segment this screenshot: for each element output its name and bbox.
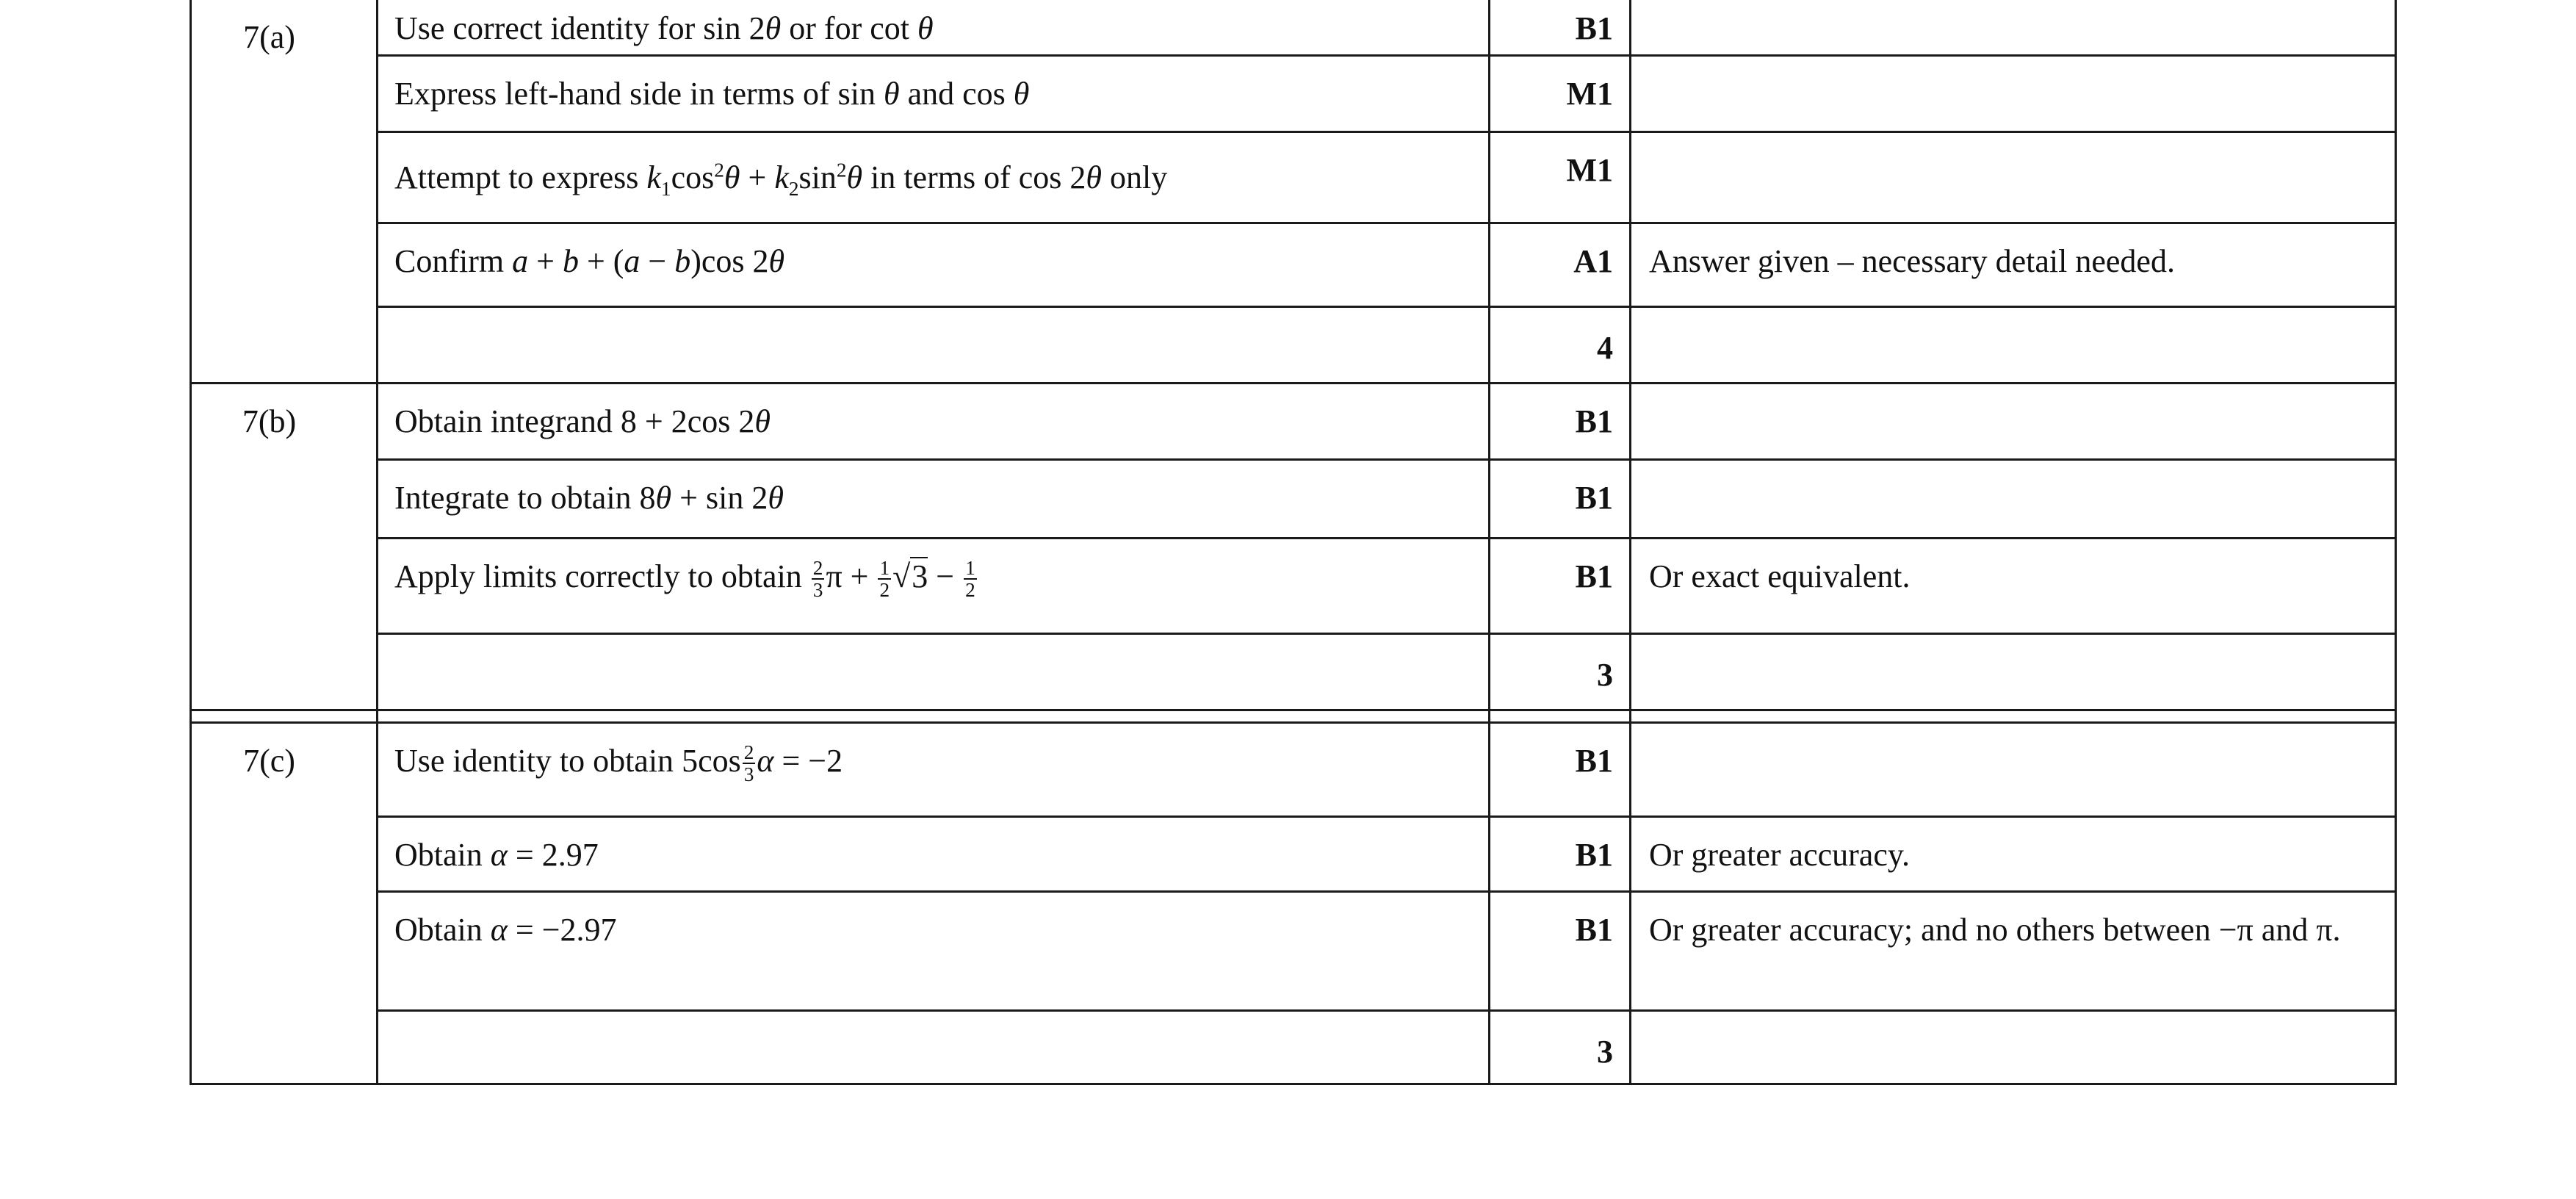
math-expression: $k_1\cos^2\theta + k_2\sin^2\theta$ — [646, 158, 863, 200]
answer-cell — [378, 816, 1490, 891]
guidance-text: Or greater accuracy; and no others between — [1649, 911, 2211, 948]
guidance-cell — [1631, 0, 2396, 55]
table-row — [191, 223, 2396, 306]
answer-text: Obtain integrand — [394, 403, 613, 439]
question-number: 7(a) — [191, 0, 378, 383]
separator-cell — [378, 710, 1490, 722]
answer-cell — [378, 633, 1490, 710]
guidance-cell — [1631, 722, 2396, 816]
guidance-text: . — [2332, 911, 2341, 948]
separator-cell — [1631, 710, 2396, 722]
guidance-cell — [1631, 383, 2396, 459]
math-expression: a + b + (a − b)cos 2θ — [512, 242, 785, 279]
answer-cell — [378, 306, 1490, 383]
answer-text: Use identity to obtain — [394, 742, 674, 779]
mark-code: B1 — [1490, 538, 1631, 633]
guidance-cell — [1631, 132, 2396, 223]
answer-cell — [378, 55, 1490, 132]
answer-text: Attempt to express — [394, 159, 639, 195]
answer-text: Obtain — [394, 911, 483, 948]
mark-code: B1 — [1490, 891, 1631, 1010]
answer-text: Use correct identity for — [394, 10, 696, 46]
math-expression: α = −2.97 — [490, 911, 617, 948]
answer-text: Apply limits correctly to obtain — [394, 558, 802, 594]
answer-text: only — [1110, 159, 1168, 195]
guidance-cell — [1631, 1010, 2396, 1084]
total-marks: 3 — [1490, 1010, 1631, 1084]
math-expression: −π — [2218, 911, 2254, 948]
mark-scheme — [190, 0, 2395, 1085]
answer-cell — [378, 223, 1490, 306]
mark-code: B1 — [1490, 722, 1631, 816]
table-row — [191, 722, 2396, 816]
answer-cell — [378, 132, 1490, 223]
mark-code: B1 — [1490, 816, 1631, 891]
total-row — [191, 306, 2396, 383]
guidance-text: and — [2261, 911, 2309, 948]
table-row — [191, 459, 2396, 538]
mark-code: M1 — [1490, 132, 1631, 223]
answer-text: Obtain — [394, 836, 483, 873]
guidance-cell: Or greater accuracy. — [1631, 816, 2396, 891]
answer-text: in terms of — [870, 159, 1011, 195]
guidance-cell — [1631, 306, 2396, 383]
math-expression: cos 2θ — [1018, 159, 1103, 195]
mark-code: M1 — [1490, 55, 1631, 132]
math-expression: $\frac{2}{3}$ π + $\frac{1}{2}$ √3 − $\frac{1}{2}$ — [812, 556, 975, 602]
separator-cell — [191, 710, 378, 722]
question-number: 7(b) — [191, 383, 378, 710]
answer-text: Express left-hand side in terms of — [394, 75, 830, 112]
math-expression: 8 + 2cos 2θ — [620, 403, 771, 439]
mark-scheme-table — [190, 0, 2397, 1085]
answer-text: Confirm — [394, 242, 505, 279]
math-expression: α = 2.97 — [490, 836, 599, 873]
table-row — [191, 55, 2396, 132]
table-row — [191, 538, 2396, 633]
answer-text: or for — [789, 10, 862, 46]
answer-cell — [378, 538, 1490, 633]
separator-cell — [1490, 710, 1631, 722]
question-number: 7(c) — [191, 722, 378, 1084]
total-marks: 3 — [1490, 633, 1631, 710]
answer-text: Integrate to obtain — [394, 479, 632, 516]
total-marks: 4 — [1490, 306, 1631, 383]
answer-cell — [378, 1010, 1490, 1084]
table-row — [191, 383, 2396, 459]
table-row — [191, 891, 2396, 1010]
total-row — [191, 1010, 2396, 1084]
math-expression: cos θ — [962, 75, 1030, 112]
answer-cell — [378, 891, 1490, 1010]
math-expression: sin θ — [837, 75, 900, 112]
section-separator — [191, 710, 2396, 722]
answer-cell — [378, 722, 1490, 816]
table-row — [191, 0, 2396, 55]
math-expression: sin 2θ — [703, 10, 782, 46]
guidance-cell — [1631, 891, 2396, 1010]
mark-code: B1 — [1490, 459, 1631, 538]
math-expression: π — [2316, 911, 2333, 948]
total-row — [191, 633, 2396, 710]
guidance-cell: Answer given – necessary detail needed. — [1631, 223, 2396, 306]
math-expression: 8θ + sin 2θ — [639, 479, 784, 516]
guidance-cell — [1631, 633, 2396, 710]
math-expression: cot θ — [870, 10, 934, 46]
mark-code: B1 — [1490, 383, 1631, 459]
answer-text: and — [907, 75, 955, 112]
table-row — [191, 132, 2396, 223]
guidance-cell — [1631, 55, 2396, 132]
answer-cell — [378, 383, 1490, 459]
table-row — [191, 816, 2396, 891]
mark-code: B1 — [1490, 0, 1631, 55]
guidance-cell — [1631, 459, 2396, 538]
mark-code: A1 — [1490, 223, 1631, 306]
math-expression: 5cos $\frac{2}{3}$ α = −2 — [682, 741, 843, 786]
guidance-cell: Or exact equivalent. — [1631, 538, 2396, 633]
answer-cell — [378, 0, 1490, 55]
answer-cell — [378, 459, 1490, 538]
